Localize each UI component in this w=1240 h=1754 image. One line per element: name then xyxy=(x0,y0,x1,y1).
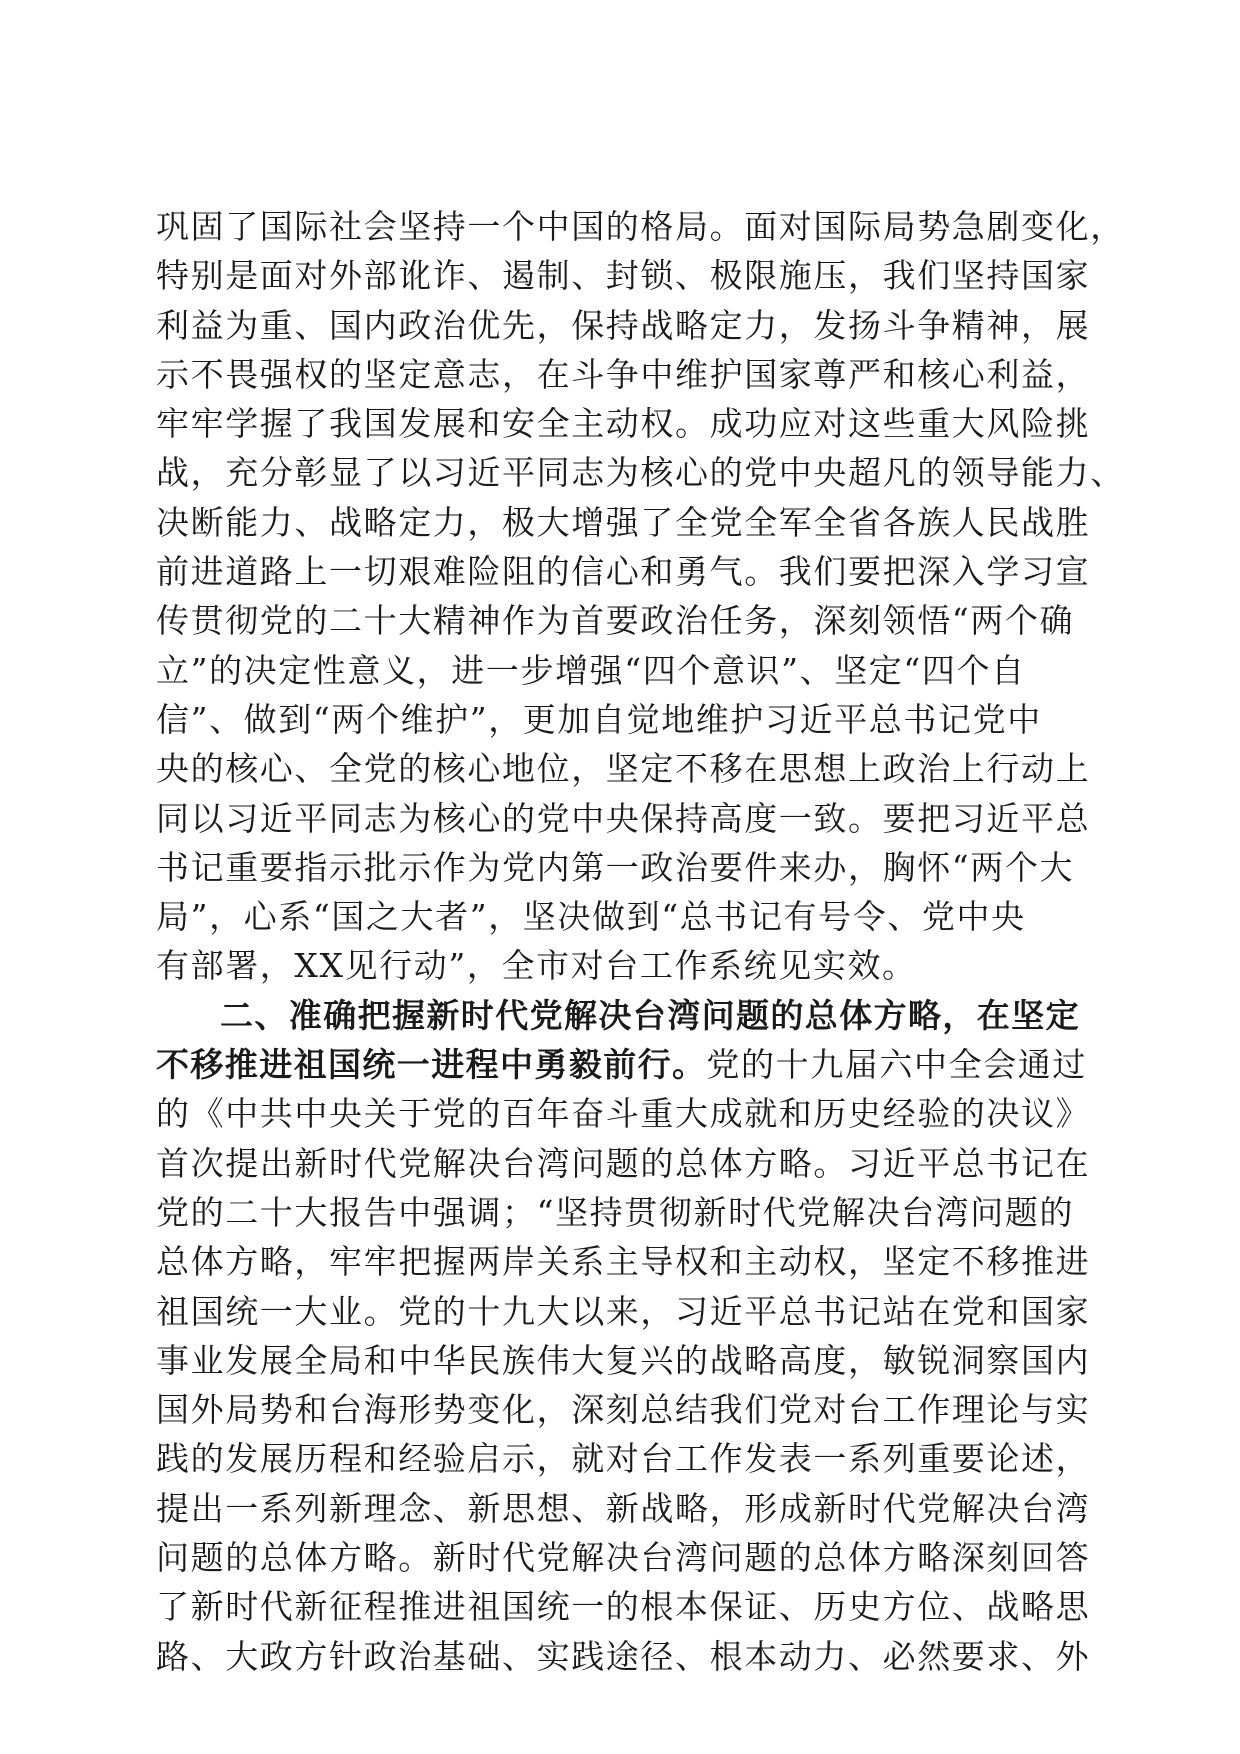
text-line: 决断能力、战略定力，极大增强了全党全军全省各族人民战胜 xyxy=(156,502,1091,542)
text-line: 局”，心系“国之大者”，坚决做到“总书记有号令、党中央 xyxy=(156,897,1026,937)
text-line: 牢牢学握了我国发展和安全主动权。成功应对这些重大风险挑 xyxy=(156,404,1091,444)
document-body xyxy=(156,202,1125,1681)
text-line: 总体方略，牢牢把握两岸关系主导权和主动权，坚定不移推进 xyxy=(156,1242,1091,1282)
text-line: 央的核心、全党的核心地位，坚定不移在思想上政治上行动上 xyxy=(156,749,1091,789)
text-line: 有部署，XX见行动”，全市对台工作系统见实效。 xyxy=(156,946,917,986)
text-line: 践的发展历程和经验启示，就对台工作发表一系列重要论述， xyxy=(156,1439,1091,1479)
text-line: 首次提出新时代党解决台湾问题的总体方略。习近平总书记在 xyxy=(156,1143,1091,1183)
section-heading-end: 不移推进祖国统一进程中勇毅前行。 xyxy=(156,1045,707,1085)
text-line: 特别是面对外部讹诈、遏制、封锁、极限施压，我们坚持国家 xyxy=(156,256,1091,296)
text-line: 党的十九届六中全会通过 xyxy=(706,1045,1088,1085)
text-line: 巩固了国际社会坚持一个中国的格局。面对国际局势急剧变化， xyxy=(156,207,1125,246)
text-line: 党的二十大报告中强调；“坚持贯彻新时代党解决台湾问题的 xyxy=(156,1192,1075,1232)
text-line: 提出一系列新理念、新思想、新战略，形成新时代党解决台湾 xyxy=(156,1488,1091,1528)
text-line: 立”的决定性意义，进一步增强“四个意识”、坚定“四个自 xyxy=(156,650,1026,690)
text-line: 的《中共中央关于党的百年奋斗重大成就和历史经验的决议》 xyxy=(156,1094,1091,1134)
text-line: 了新时代新征程推进祖国统一的根本保证、历史方位、战略思 xyxy=(156,1587,1091,1627)
text-line: 前进道路上一切艰难险阻的信心和勇气。我们要把深入学习宣 xyxy=(156,552,1091,592)
section-heading-continuation xyxy=(156,1040,1096,1089)
text-line: 国外局势和台海形势变化，深刻总结我们党对台工作理论与实 xyxy=(156,1390,1091,1430)
text-line: 问题的总体方略。新时代党解决台湾问题的总体方略深刻回答 xyxy=(156,1538,1091,1578)
text-line: 同以习近平同志为核心的党中央保持高度一致。要把习近平总 xyxy=(156,798,1091,838)
text-line: 祖国统一大业。党的十九大以来，习近平总书记站在党和国家 xyxy=(156,1291,1091,1331)
text-line: 路、大政方针政治基础、实践途径、根本动力、必然要求、外 xyxy=(156,1636,1091,1676)
section-heading: 二、准确把握新时代党解决台湾问题的总体方略，在坚定 xyxy=(220,995,1080,1035)
text-line: 示不畏强权的坚定意志，在斗争中维护国家尊严和核心利益， xyxy=(156,354,1091,394)
text-line: 传贯彻党的二十大精神作为首要政治任务，深刻领悟“两个确 xyxy=(156,601,1075,641)
text-line: 事业发展全局和中华民族伟大复兴的战略高度，敏锐洞察国内 xyxy=(156,1340,1091,1380)
text-line: 利益为重、国内政治优先，保持战略定力，发扬斗争精神，展 xyxy=(156,305,1091,345)
text-line: 信”、做到“两个维护”，更加自觉地维护习近平总书记党中 xyxy=(156,699,1042,739)
text-line: 战，充分彰显了以习近平同志为核心的党中央超凡的领导能力、 xyxy=(156,453,1125,493)
text-line: 书记重要指示批示作为党内第一政治要件来办，胸怀“两个大 xyxy=(156,847,1075,887)
